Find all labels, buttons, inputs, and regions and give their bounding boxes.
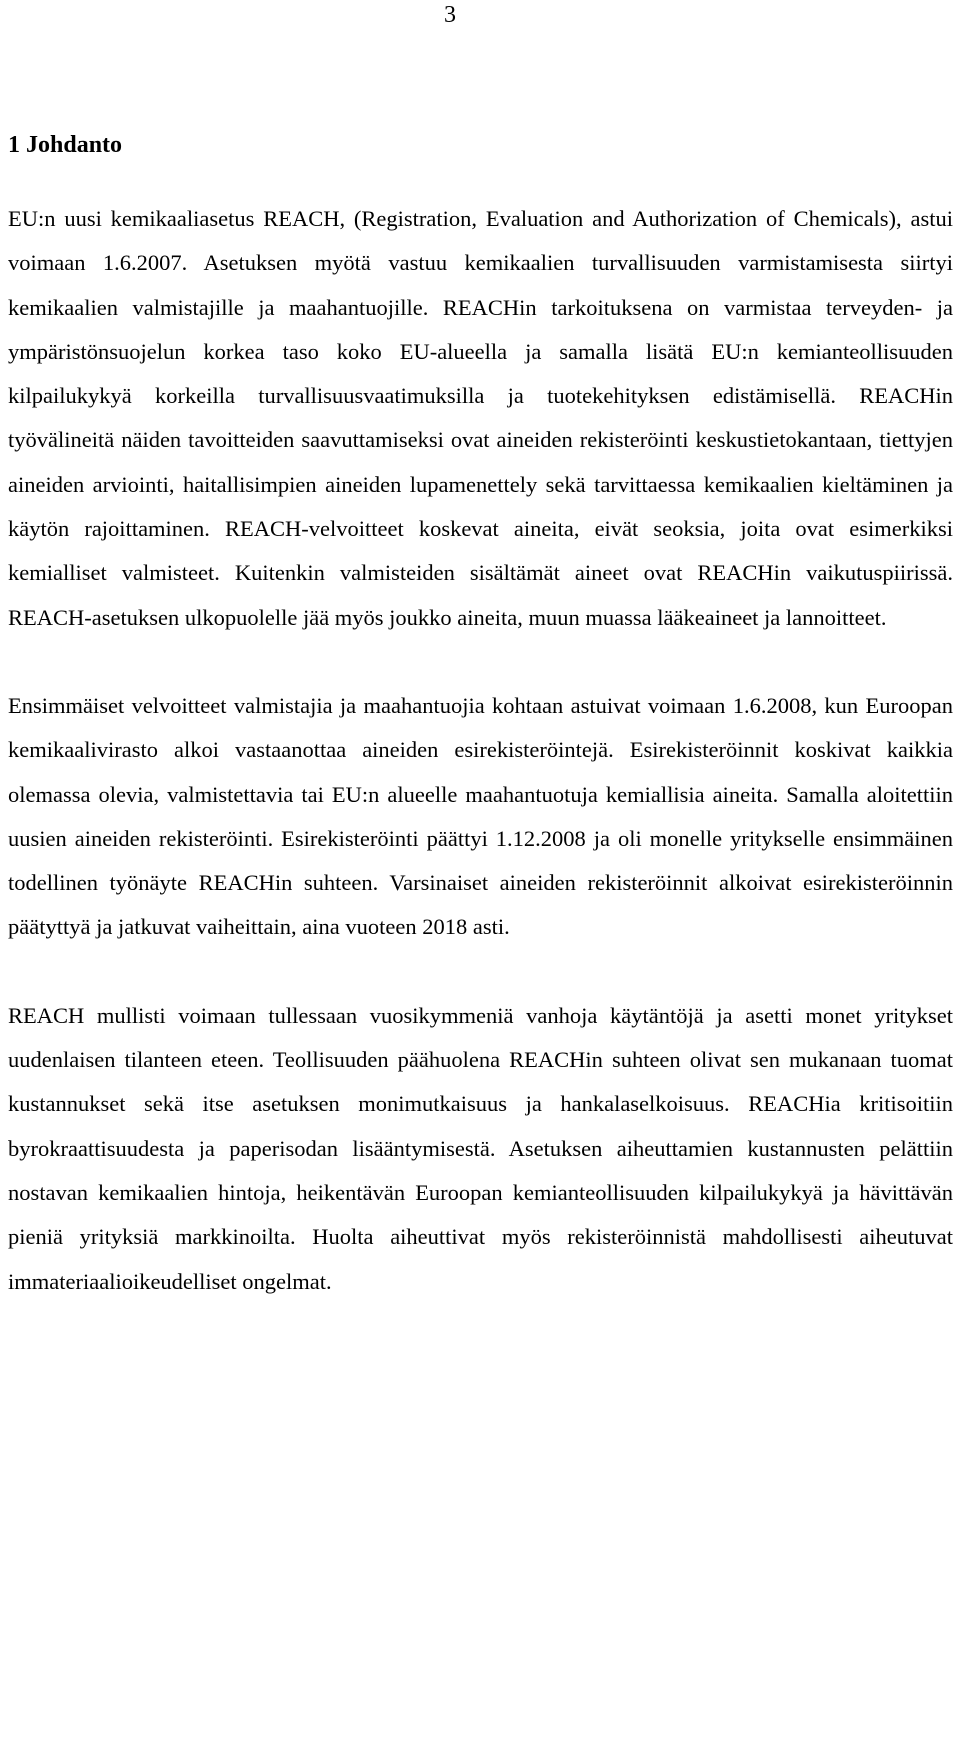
paragraph-criticism: REACH mullisti voimaan tullessaan vuosikymmeniä vanhoja käytäntöjä ja asetti monet yritykset uudenlaisen tilanteen eteen. Teollisuuden päähuolena REACHin suhteen olivat sen mukanaan tuomat kustannukset sekä itse asetuksen monimutkaisuus ja hankalaselkoisuus. REACHia kritisoitiin byrokraattisuudesta ja paperisodan lisääntymisestä. Asetuksen aiheuttamien kustannusten pelättiin nostavan kemikaalien hintoja, heikentävän Euroopan kemianteollisuuden kilpailukykyä ja hävittävän pieniä yrityksiä markkinoilta. Huolta aiheuttivat myös rekisteröinnistä mahdollisesti aiheutuvat immateriaalioikeudelliset ongelmat. (8, 1002, 953, 1294)
section-content (8, 126, 953, 1304)
section-heading: 1 Johdanto (8, 132, 123, 158)
paragraph-obligations: Ensimmäiset velvoitteet valmistajia ja maahantuojia kohtaan astuivat voimaan 1.6.2008, kun Euroopan kemikaalivirasto alkoi vastaanottaa aineiden esirekisteröintejä. Esirekisteröinnit koskivat kaikkia olemassa olevia, valmistettavia tai EU:n alueelle maahantuotuja kemiallisia aineita. Samalla aloitettiin uusien aineiden rekisteröinti. Esirekisteröinti päättyi 1.12.2008 ja oli monelle yritykselle ensimmäinen todellinen työnäyte REACHin suhteen. Varsinaiset aineiden rekisteröinnit alkoivat esirekisteröinnin päätyttyä ja jatkuvat vaiheittain, aina vuoteen 2018 asti. (8, 692, 953, 940)
paragraph-intro: EU:n uusi kemikaaliasetus REACH, (Registration, Evaluation and Authorization of Chemicals), astui voimaan 1.6.2007. Asetuksen myötä vastuu kemikaalien turvallisuuden varmistamisesta siirtyi kemikaalien valmistajille ja maahantuojille. REACHin tarkoituksena on varmistaa terveyden- ja ympäristönsuojelun korkea taso koko EU-alueella ja samalla lisätä EU:n kemianteollisuuden kilpailukykyä korkeilla turvallisuusvaatimuksilla ja tuotekehityksen edistämisellä. REACHin työvälineitä näiden tavoitteiden saavuttamiseksi ovat aineiden rekisteröinti keskustietokantaan, tiettyjen aineiden arviointi, haitallisimpien aineiden lupamenettely sekä tarvittaessa kemikaalien kieltäminen ja käytön rajoittaminen. REACH-velvoitteet koskevat aineita, eivät seoksia, joita ovat esimerkiksi kemialliset valmisteet. Kuitenkin valmisteiden sisältämät aineet ovat REACHin vaikutuspiirissä. REACH-asetuksen ulkopuolelle jää myös joukko aineita, muun muassa lääkeaineet ja lannoitteet. (8, 206, 953, 630)
page-number: 3 (444, 2, 456, 28)
